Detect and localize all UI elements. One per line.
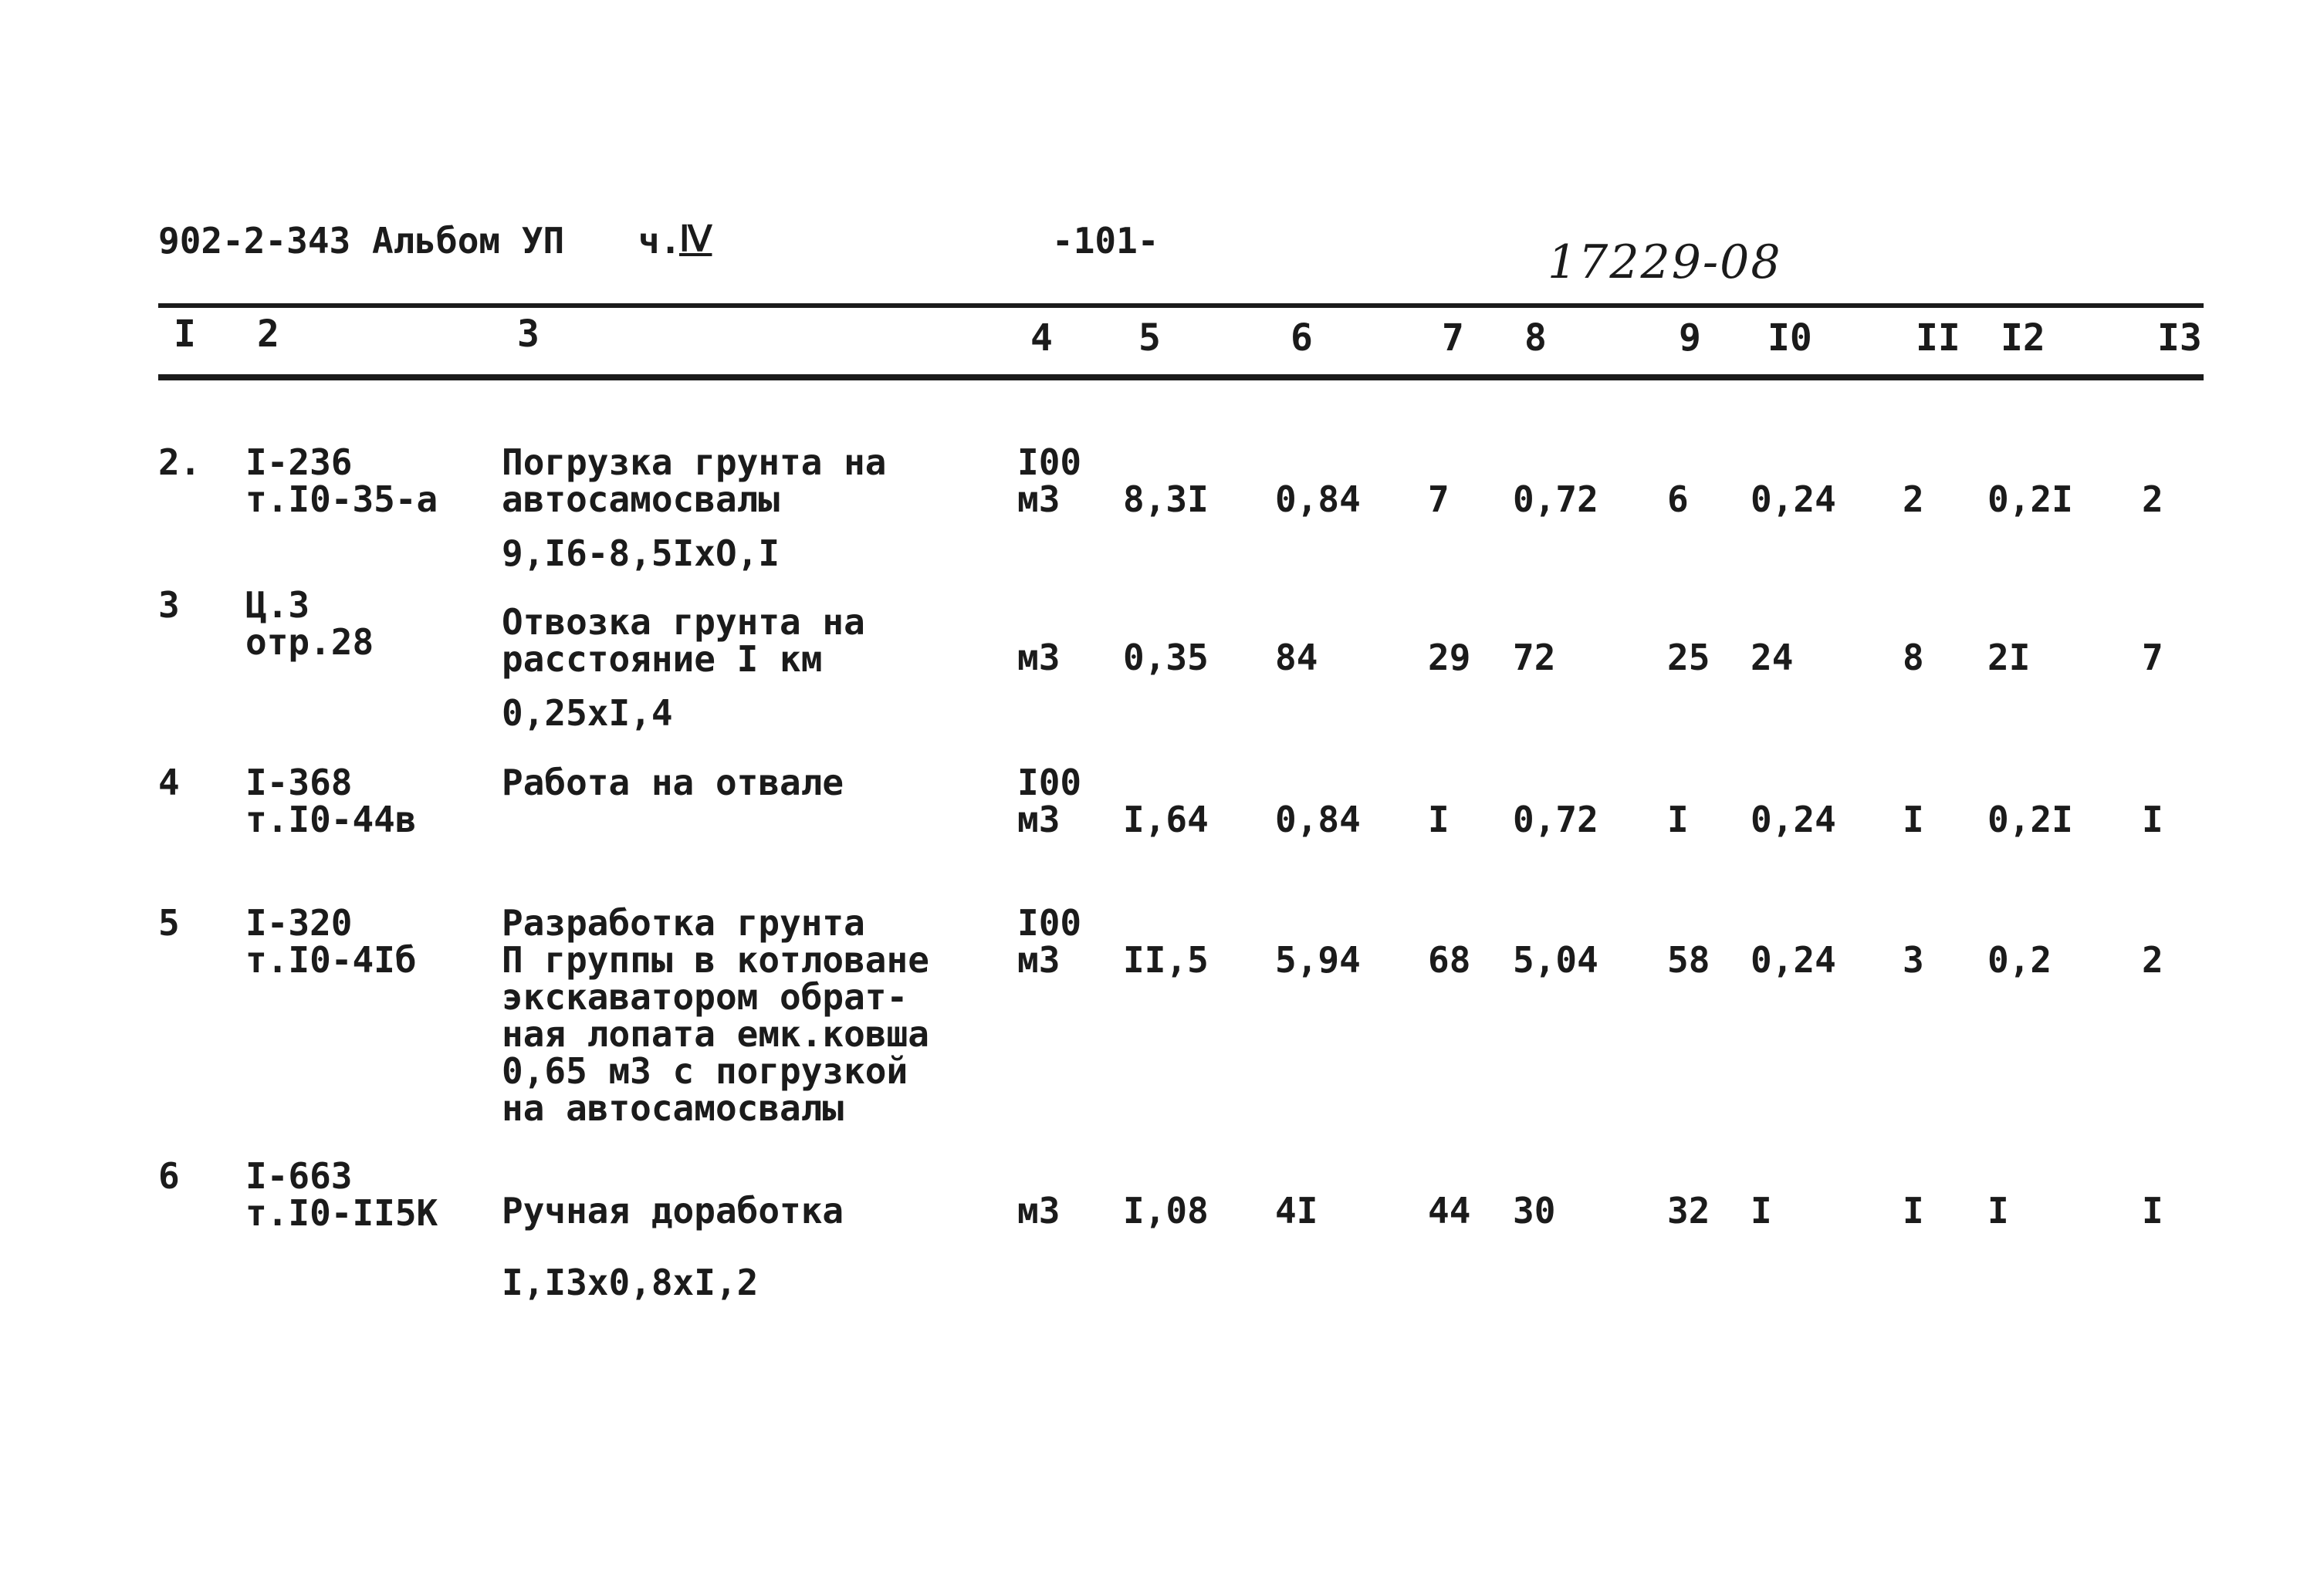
norm-reference: I-236 т.I0-35-а (245, 441, 438, 520)
page-number: -101- (1052, 220, 1159, 262)
cell-col6: 84 (1275, 637, 1318, 678)
cell-col12: 2I (1987, 637, 2031, 678)
cell-col5: I,64 (1123, 799, 1209, 840)
column-number: II (1916, 316, 1960, 360)
cell-col9: 25 (1667, 637, 1710, 678)
cell-col5: 8,3I (1123, 478, 1209, 520)
cell-col13: I (2142, 1190, 2163, 1232)
row-number: 4 (158, 762, 180, 803)
column-number: I (174, 313, 196, 356)
row-number: 5 (158, 902, 180, 944)
cell-col7: 44 (1428, 1190, 1471, 1232)
cell-col11: I (1903, 799, 1924, 840)
column-number: 8 (1524, 316, 1547, 360)
work-description: Работа на отвале (502, 762, 844, 803)
cell-col6: 0,84 (1275, 478, 1361, 520)
column-number: 2 (257, 313, 279, 356)
cell-col8: 0,72 (1513, 799, 1598, 840)
cell-col13: 7 (2142, 637, 2163, 678)
column-number: 6 (1291, 316, 1313, 360)
cell-col11: 2 (1903, 478, 1924, 520)
cell-col8: 5,04 (1513, 939, 1598, 981)
work-description: Погрузка грунта на автосамосвалы (502, 441, 887, 520)
cell-col12: I (1987, 1190, 2009, 1232)
column-number: 9 (1679, 316, 1701, 360)
cell-col9: 6 (1667, 478, 1689, 520)
column-number: 7 (1442, 316, 1464, 360)
work-formula: 0,25xI,4 (502, 692, 673, 734)
row-number: 2. (158, 441, 201, 483)
cell-col6: 5,94 (1275, 939, 1361, 981)
cell-col11: 8 (1903, 637, 1924, 678)
cell-col12: 0,2I (1987, 799, 2073, 840)
cell-col5: 0,35 (1123, 637, 1209, 678)
cell-col7: 68 (1428, 939, 1471, 981)
work-description: Отвозка грунта на расстояние I км (502, 601, 865, 680)
cell-col9: 32 (1667, 1190, 1710, 1232)
work-description: Разработка грунта П группы в котловане экскаватором обрат- ная лопата емк.ковша 0,65 м3 с погрузкой на автосамосвалы (502, 902, 929, 1129)
cell-col9: 58 (1667, 939, 1710, 981)
cell-col8: 30 (1513, 1190, 1556, 1232)
cell-col10: I (1751, 1190, 1772, 1232)
row-number: 6 (158, 1155, 180, 1197)
work-formula: I,I3x0,8xI,2 (502, 1262, 759, 1303)
cell-col7: 7 (1428, 478, 1450, 520)
work-formula: 9,I6-8,5IxO,I (502, 532, 780, 574)
unit-of-measure: I00 м3 (1017, 762, 1082, 840)
cell-col11: 3 (1903, 939, 1924, 981)
header-bottom-rule (158, 374, 2204, 380)
cell-col10: 24 (1751, 637, 1794, 678)
unit-of-measure: I00 м3 (1017, 902, 1082, 981)
cell-col6: 4I (1275, 1190, 1318, 1232)
cell-col5: I,08 (1123, 1190, 1209, 1232)
part-label: ч. (638, 220, 682, 262)
cell-col8: 72 (1513, 637, 1556, 678)
cell-col13: 2 (2142, 478, 2163, 520)
column-number: 5 (1138, 316, 1161, 360)
cell-col6: 0,84 (1275, 799, 1361, 840)
cell-col10: 0,24 (1751, 939, 1836, 981)
unit-of-measure: I00 м3 (1017, 441, 1082, 520)
cell-col7: 29 (1428, 637, 1471, 678)
cell-col12: 0,2I (1987, 478, 2073, 520)
work-description: Ручная доработка (502, 1190, 844, 1232)
header-top-rule (158, 303, 2204, 308)
sheet-code: 17229-08 (1548, 235, 1782, 289)
cell-col5: II,5 (1123, 939, 1209, 981)
cell-col13: I (2142, 799, 2163, 840)
column-number: 3 (517, 313, 540, 356)
column-number: I2 (2001, 316, 2045, 360)
cell-col10: 0,24 (1751, 799, 1836, 840)
norm-reference: I-663 т.I0-II5К (245, 1155, 438, 1234)
cell-col12: 0,2 (1987, 939, 2052, 981)
document-code: 902-2-343 Альбом УП (158, 220, 565, 262)
cell-col10: 0,24 (1751, 478, 1836, 520)
column-number: I3 (2157, 316, 2202, 360)
norm-reference: Ц.3 отр.28 (245, 584, 374, 663)
norm-reference: I-320 т.I0-4Iб (245, 902, 417, 981)
column-number: 4 (1030, 316, 1053, 360)
unit-of-measure: м3 (1017, 1190, 1061, 1232)
cell-col8: 0,72 (1513, 478, 1598, 520)
cell-col11: I (1903, 1190, 1924, 1232)
unit-of-measure: м3 (1017, 637, 1061, 678)
cell-col7: I (1428, 799, 1450, 840)
cell-col13: 2 (2142, 939, 2163, 981)
row-number: 3 (158, 584, 180, 626)
cell-col9: I (1667, 799, 1689, 840)
column-number: I0 (1768, 316, 1812, 360)
part-number: Ⅳ (679, 218, 712, 259)
norm-reference: I-368 т.I0-44в (245, 762, 417, 840)
